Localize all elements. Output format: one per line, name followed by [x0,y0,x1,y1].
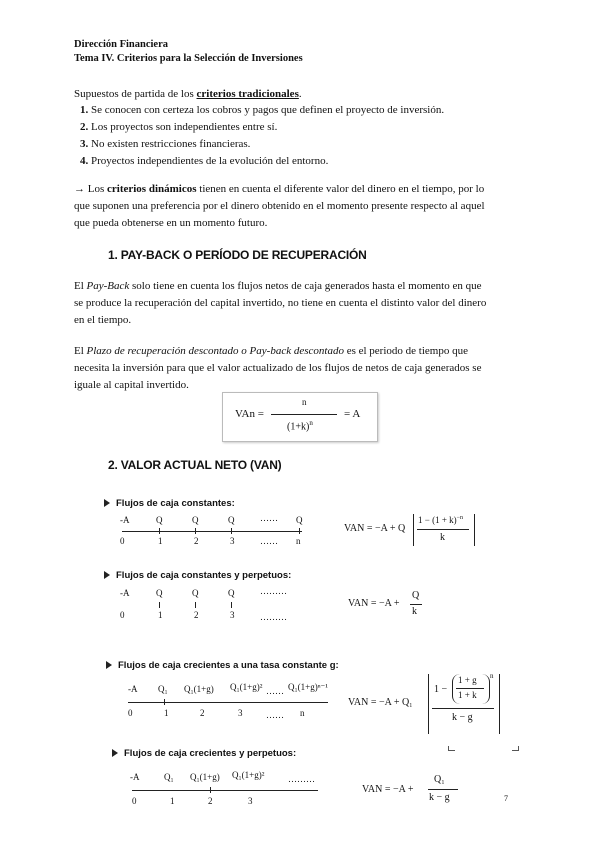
corner-mark [448,746,455,751]
timeline-growing: -A Q₁ Q₁(1+g) Q₁(1+g)² …… Q₁(1+g)ⁿ⁻¹ 0 1 2 3 …… n [128,682,328,720]
list-item: 2. Los proyectos son independientes entre sí. [80,121,278,133]
block-perpetual-title: Flujos de caja constantes y perpetuos: [104,570,291,581]
timeline-perpetual: -A Q Q Q ……… 0 1 2 3 ……… [120,586,287,622]
block-constant-title: Flujos de caja constantes: [104,498,235,509]
header-line-1: Dirección Financiera [74,39,168,50]
section-1-title: 1. PAY-BACK O PERÍODO DE RECUPERACIÓN [108,248,367,262]
header-line-2: Tema IV. Criterios para la Selección de Inversiones [74,53,303,64]
corner-mark [512,746,519,751]
list-item: 3. No existen restricciones financieras. [80,138,251,150]
formula-growing-perpetual: VAN = −A + Q₁ k − g [362,772,462,808]
intro-list [80,102,444,170]
list-item: 4. Proyectos independientes de la evolución del entorno. [80,155,329,167]
bullet-arrow-icon [104,571,110,579]
formula-growing: VAN = −A + Q₁ 1 − 1 + g 1 + k n k − g [348,670,504,736]
payback-formula-box [222,392,378,442]
formula-constant: VAN = −A + Q $1 - (1 + k)^{-n}$ k [344,512,478,548]
bullet-arrow-icon [106,661,112,669]
list-item: 1. Se conocen con certeza los cobros y pagos que definen el proyecto de inversión. [80,104,445,116]
formula-perpetual: VAN = −A + Q k [348,590,438,624]
timeline-growing-perpetual: -A Q₁ Q₁(1+g) Q₁(1+g)² ……… 0 1 2 3 [128,770,328,806]
discounted-payback-paragraph: El Plazo de recuperación descontado o Pay-back descontado es el periodo de tiempo que necesita la inversión para que el valor actualizado de los flujos de netos de caja generados se iguale al capital invertido. [74,345,482,391]
fraction-bar [271,414,337,415]
intro-lead: Supuestos de partida de los criterios tradicionales. [74,88,302,100]
formula-denominator: $(1+k)^n$ [287,419,313,433]
formula-lhs: VAn = [235,408,264,420]
formula-rhs: = A [344,408,361,420]
timeline-constant: -A Q Q Q …… Q 0 1 2 3 …… n [120,513,303,546]
payback-paragraph: El Pay-Back solo tiene en cuenta los flujos netos de caja generados hasta el momento en que se produce la recuperación del capital invertido, no tiene en cuenta el distinto valor del dinero en el tiempo. [74,280,487,326]
block-growing-title: Flujos de caja crecientes a una tasa constante g: [106,660,339,671]
page-number: 7 [504,794,508,803]
bullet-arrow-icon [104,499,110,507]
dynamic-paragraph: → Los criterios dinámicos tienen en cuenta el diferente valor del dinero en el tiempo, por lo que suponen una preferencia por el dinero obtenido en el momento presente respecto al aquel que pueda obtenerse en un momento futuro. [74,183,485,229]
section-2-title: 2. VALOR ACTUAL NETO (VAN) [108,458,282,472]
block-growing-perpetual-title: Flujos de caja crecientes y perpetuos: [112,748,296,759]
formula-numerator: n [302,397,307,407]
bullet-arrow-icon [112,749,118,757]
